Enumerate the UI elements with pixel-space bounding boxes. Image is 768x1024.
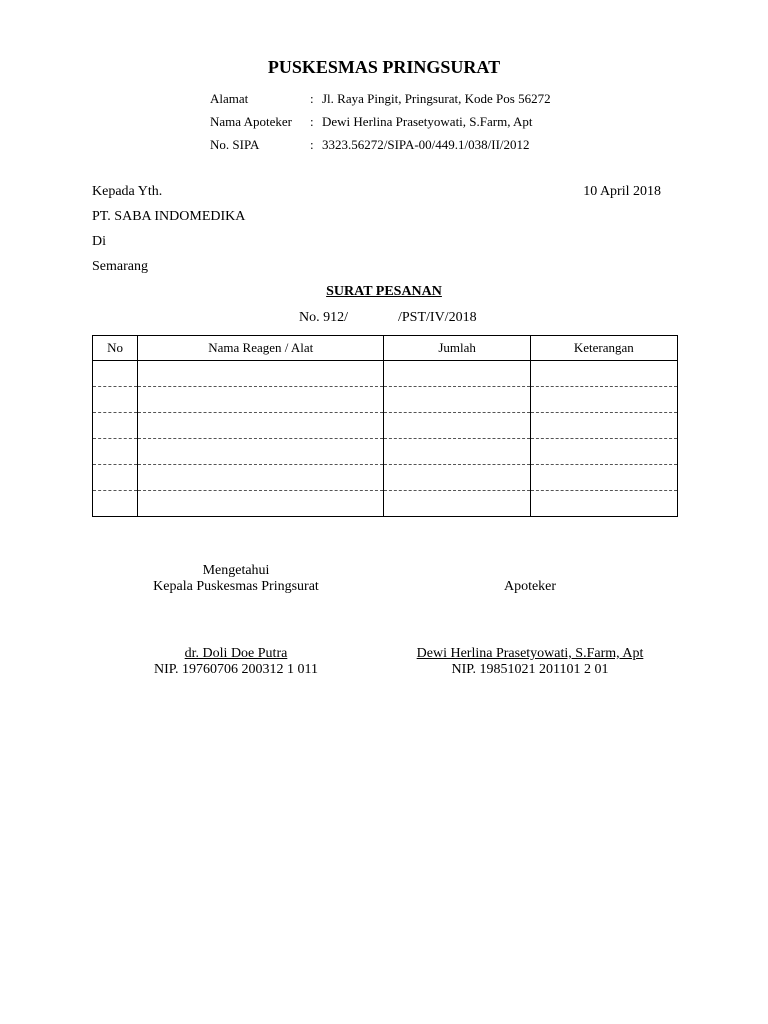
table-cell (384, 491, 530, 517)
table-cell (93, 413, 138, 439)
address-label: Alamat (210, 91, 249, 106)
recipient-preposition: Di (92, 234, 106, 249)
table-cell (384, 387, 530, 413)
table-cell (93, 439, 138, 465)
table-cell (384, 413, 530, 439)
sipa-line (210, 137, 530, 153)
table-cell (138, 491, 384, 517)
sipa-value: 3323.56272/SIPA-00/449.1/038/II/2012 (322, 137, 530, 152)
table-cell (530, 439, 677, 465)
table-cell (93, 491, 138, 517)
table-cell (93, 465, 138, 491)
pharmacist-label: Nama Apoteker (210, 114, 292, 129)
pharmacist-line (210, 114, 533, 130)
column-header-no: No (93, 336, 138, 361)
address-separator: : (310, 91, 314, 106)
table-cell (530, 387, 677, 413)
document-title: SURAT PESANAN (326, 284, 442, 299)
letter-date: 10 April 2018 (583, 184, 661, 199)
recipient-company: PT. SABA INDOMEDIKA (92, 209, 246, 224)
signature-left-title1: Mengetahui (202, 563, 270, 578)
table-cell (530, 491, 677, 517)
pharmacist-separator: : (310, 114, 314, 129)
sipa-separator: : (310, 137, 314, 152)
column-header-remarks: Keterangan (530, 336, 677, 361)
table-row (93, 361, 678, 387)
letterhead-title: PUSKESMAS PRINGSURAT (267, 57, 501, 77)
column-header-name: Nama Reagen / Alat (138, 336, 384, 361)
table-row (93, 413, 678, 439)
table-cell (530, 413, 677, 439)
table-cell (530, 361, 677, 387)
table-cell (384, 465, 530, 491)
address-line (210, 91, 551, 107)
table-cell (138, 413, 384, 439)
order-table (92, 335, 678, 517)
table-cell (138, 465, 384, 491)
table-cell (138, 361, 384, 387)
sipa-label: No. SIPA (210, 137, 260, 152)
table-row (93, 491, 678, 517)
signature-right-name-wrap (380, 646, 680, 662)
signature-right-nip: NIP. 19851021 201101 2 01 (451, 662, 609, 677)
table-cell (138, 387, 384, 413)
document-number-prefix: No. 912/ (299, 310, 348, 325)
table-cell (384, 361, 530, 387)
signature-left-name-wrap (136, 646, 336, 662)
signature-left-nip: NIP. 19760706 200312 1 011 (154, 662, 318, 677)
address-value: Jl. Raya Pingit, Pringsurat, Kode Pos 56272 (322, 91, 551, 106)
table-header-row (93, 336, 678, 361)
table-row (93, 439, 678, 465)
signature-right-name: Dewi Herlina Prasetyowati, S.Farm, Apt (416, 646, 644, 661)
table-row (93, 465, 678, 491)
table-cell (93, 361, 138, 387)
recipient-city: Semarang (92, 259, 148, 274)
table-cell (93, 387, 138, 413)
pharmacist-value: Dewi Herlina Prasetyowati, S.Farm, Apt (322, 114, 533, 129)
column-header-quantity: Jumlah (384, 336, 530, 361)
table-cell (530, 465, 677, 491)
document-number (299, 310, 477, 326)
table-row (93, 387, 678, 413)
table-cell (384, 439, 530, 465)
table-cell (138, 439, 384, 465)
signature-right-title: Apoteker (503, 579, 557, 594)
signature-left-title2: Kepala Puskesmas Pringsurat (153, 579, 319, 594)
recipient-greeting: Kepada Yth. (92, 184, 163, 199)
document-number-suffix: /PST/IV/2018 (398, 310, 477, 325)
signature-left-name: dr. Doli Doe Putra (184, 646, 288, 661)
